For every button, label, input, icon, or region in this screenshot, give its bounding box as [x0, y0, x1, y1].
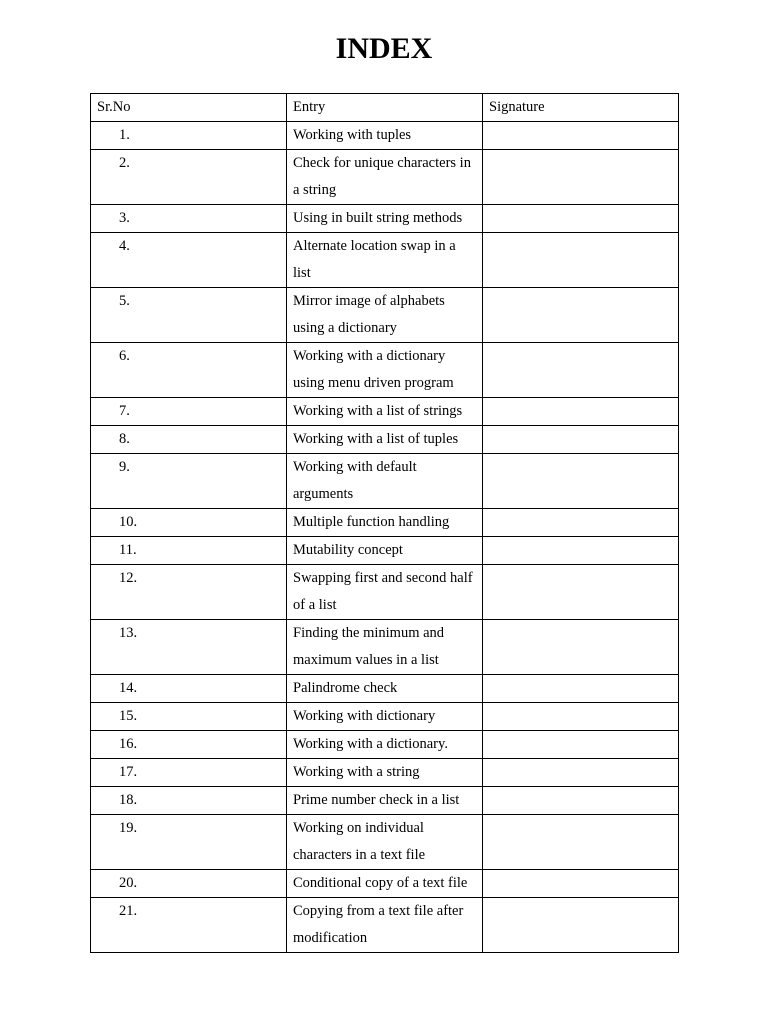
row-entry: Working with default arguments: [287, 454, 483, 509]
table-row: [91, 703, 679, 731]
table-row: [91, 815, 679, 870]
row-number: 9.: [91, 454, 287, 509]
header-signature: Signature: [483, 94, 679, 122]
row-entry: Working with a string: [287, 759, 483, 787]
table-row: [91, 288, 679, 343]
row-number: 15.: [91, 703, 287, 731]
row-signature: [483, 787, 679, 815]
row-signature: [483, 150, 679, 205]
row-entry: Working with a dictionary using menu driven program: [287, 343, 483, 398]
row-number: 12.: [91, 565, 287, 620]
row-entry: Working with a list of tuples: [287, 426, 483, 454]
row-entry: Finding the minimum and maximum values in a list: [287, 620, 483, 675]
table-row: [91, 343, 679, 398]
row-entry: Using in built string methods: [287, 205, 483, 233]
table-row: [91, 675, 679, 703]
row-signature: [483, 205, 679, 233]
row-signature: [483, 288, 679, 343]
table-row: [91, 537, 679, 565]
table-row: [91, 122, 679, 150]
table-row: [91, 870, 679, 898]
row-number: 21.: [91, 898, 287, 953]
row-signature: [483, 565, 679, 620]
row-number: 10.: [91, 509, 287, 537]
row-number: 6.: [91, 343, 287, 398]
row-entry: Prime number check in a list: [287, 787, 483, 815]
table-row: [91, 150, 679, 205]
row-signature: [483, 398, 679, 426]
row-signature: [483, 620, 679, 675]
row-number: 17.: [91, 759, 287, 787]
row-number: 1.: [91, 122, 287, 150]
row-entry: Working on individual characters in a text file: [287, 815, 483, 870]
row-signature: [483, 675, 679, 703]
table-row: [91, 620, 679, 675]
row-signature: [483, 703, 679, 731]
table-row: [91, 398, 679, 426]
row-signature: [483, 343, 679, 398]
row-signature: [483, 454, 679, 509]
row-entry: Working with a list of strings: [287, 398, 483, 426]
row-number: 7.: [91, 398, 287, 426]
row-signature: [483, 509, 679, 537]
row-entry: Check for unique characters in a string: [287, 150, 483, 205]
row-entry: Alternate location swap in a list: [287, 233, 483, 288]
table-row: [91, 565, 679, 620]
header-entry: Entry: [287, 94, 483, 122]
row-signature: [483, 898, 679, 953]
row-entry: Multiple function handling: [287, 509, 483, 537]
table-header-row: [91, 94, 679, 122]
page-title: INDEX: [335, 32, 433, 65]
row-number: 16.: [91, 731, 287, 759]
row-entry: Mutability concept: [287, 537, 483, 565]
row-signature: [483, 537, 679, 565]
row-entry: Working with a dictionary.: [287, 731, 483, 759]
table-body: [91, 122, 679, 953]
row-signature: [483, 233, 679, 288]
row-entry: Copying from a text file after modification: [287, 898, 483, 953]
row-signature: [483, 426, 679, 454]
index-table: [90, 93, 679, 953]
row-entry: Conditional copy of a text file: [287, 870, 483, 898]
table-row: [91, 426, 679, 454]
row-number: 18.: [91, 787, 287, 815]
row-number: 14.: [91, 675, 287, 703]
row-entry: Mirror image of alphabets using a dictionary: [287, 288, 483, 343]
row-number: 3.: [91, 205, 287, 233]
row-signature: [483, 815, 679, 870]
table-row: [91, 898, 679, 953]
row-signature: [483, 759, 679, 787]
row-number: 2.: [91, 150, 287, 205]
row-signature: [483, 870, 679, 898]
header-srno: Sr.No: [91, 94, 287, 122]
table-row: [91, 509, 679, 537]
row-number: 13.: [91, 620, 287, 675]
row-signature: [483, 122, 679, 150]
table-row: [91, 205, 679, 233]
row-entry: Palindrome check: [287, 675, 483, 703]
row-number: 4.: [91, 233, 287, 288]
row-number: 5.: [91, 288, 287, 343]
row-number: 11.: [91, 537, 287, 565]
row-number: 20.: [91, 870, 287, 898]
table-row: [91, 233, 679, 288]
row-entry: Working with tuples: [287, 122, 483, 150]
row-signature: [483, 731, 679, 759]
row-number: 19.: [91, 815, 287, 870]
table-row: [91, 731, 679, 759]
table-row: [91, 787, 679, 815]
row-number: 8.: [91, 426, 287, 454]
table-row: [91, 759, 679, 787]
row-entry: Working with dictionary: [287, 703, 483, 731]
row-entry: Swapping first and second half of a list: [287, 565, 483, 620]
table-row: [91, 454, 679, 509]
